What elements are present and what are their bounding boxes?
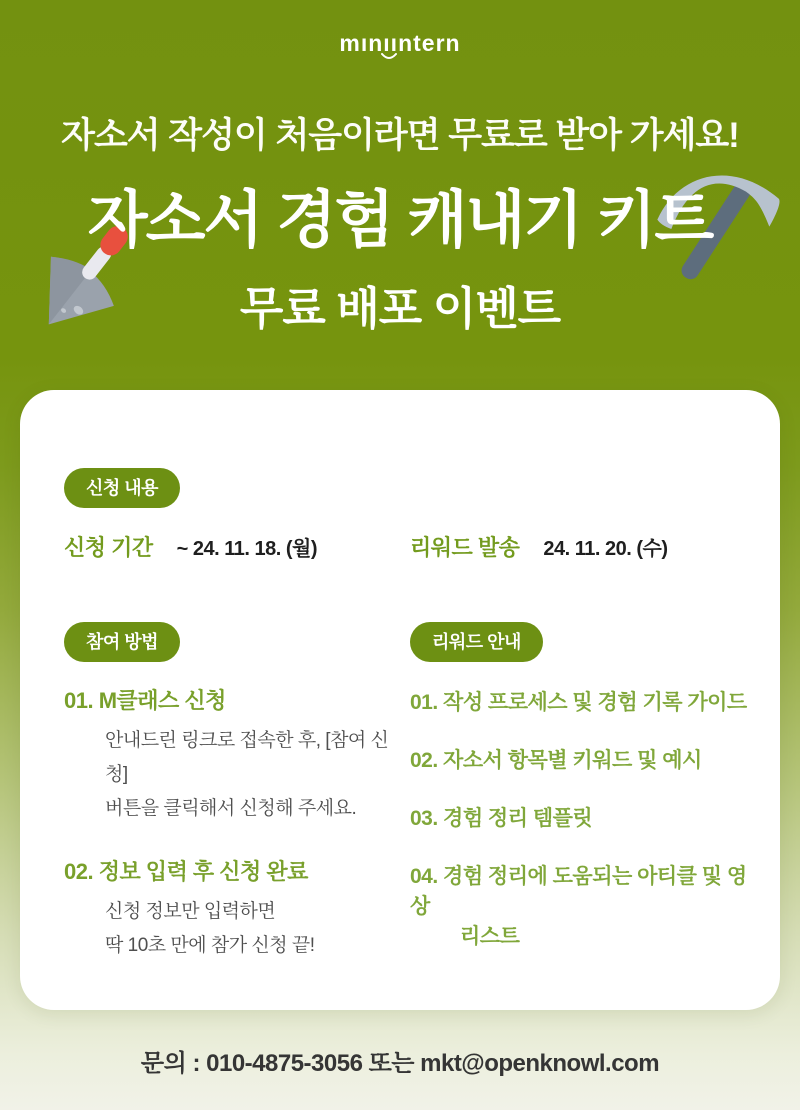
reward-item: 02. 자소서 항목별 키워드 및 예시 — [410, 749, 702, 772]
participation-steps — [64, 684, 399, 963]
hero-kicker-prefix: 자소서 작성이 처음이라면 — [61, 116, 449, 155]
reward-ship-value: 24. 11. 20. (수) — [543, 538, 668, 560]
step-description — [64, 724, 399, 825]
participation-step — [64, 855, 399, 963]
event-subtitle: 무료 배포 이벤트 — [239, 283, 561, 334]
apply-period-value: ~ 24. 11. 18. (월) — [176, 538, 317, 560]
apply-info-badge: 신청 내용 — [64, 468, 180, 508]
reward-ship-label: 리워드 발송 — [410, 535, 520, 560]
rewards-list — [410, 688, 760, 980]
event-title: 자소서 경험 캐내기 키트 — [87, 186, 713, 255]
step-line: 딱 10초 만에 참가 신청 끝! — [105, 935, 315, 957]
smile-icon — [381, 53, 397, 61]
reward-item: 01. 작성 프로세스 및 경험 기록 가이드 — [410, 691, 747, 714]
reward-item-line: 04. 경험 정리에 도움되는 아티클 및 영상 — [410, 865, 747, 918]
step-line: 신청 정보만 입력하면 — [105, 901, 276, 923]
hero-kicker — [0, 108, 800, 158]
participation-badge: 참여 방법 — [64, 622, 180, 662]
hero-kicker-suffix: 받아 가세요! — [546, 116, 739, 155]
step-title: 01. M클래스 신청 — [64, 688, 226, 713]
reward-item: 03. 경험 정리 템플릿 — [410, 807, 593, 830]
brand-logo-part3: ntern — [398, 30, 461, 56]
brand-logo — [0, 30, 800, 57]
rewards-badge: 리워드 안내 — [410, 622, 543, 662]
brand-logo-part2: ıı — [383, 30, 399, 56]
participation-step — [64, 684, 399, 825]
step-line: 안내드린 링크로 접속한 후, [참여 신청] — [105, 730, 389, 785]
hero-kicker-bold: 무료로 — [448, 116, 547, 155]
apply-period-label: 신청 기간 — [64, 535, 153, 560]
step-title: 02. 정보 입력 후 신청 완료 — [64, 859, 308, 885]
reward-item-line: 리스트 — [460, 925, 520, 948]
step-description — [64, 895, 399, 963]
contact-info: 문의 : 010-4875-3056 또는 mkt@openknowl.com — [140, 1050, 660, 1077]
brand-logo-part1: mın — [339, 30, 384, 56]
reward-item — [410, 862, 760, 952]
apply-period-row — [64, 531, 317, 562]
step-line: 버튼을 클릭해서 신청해 주세요. — [105, 797, 357, 819]
reward-ship-row — [410, 531, 668, 562]
info-card — [20, 390, 780, 1010]
